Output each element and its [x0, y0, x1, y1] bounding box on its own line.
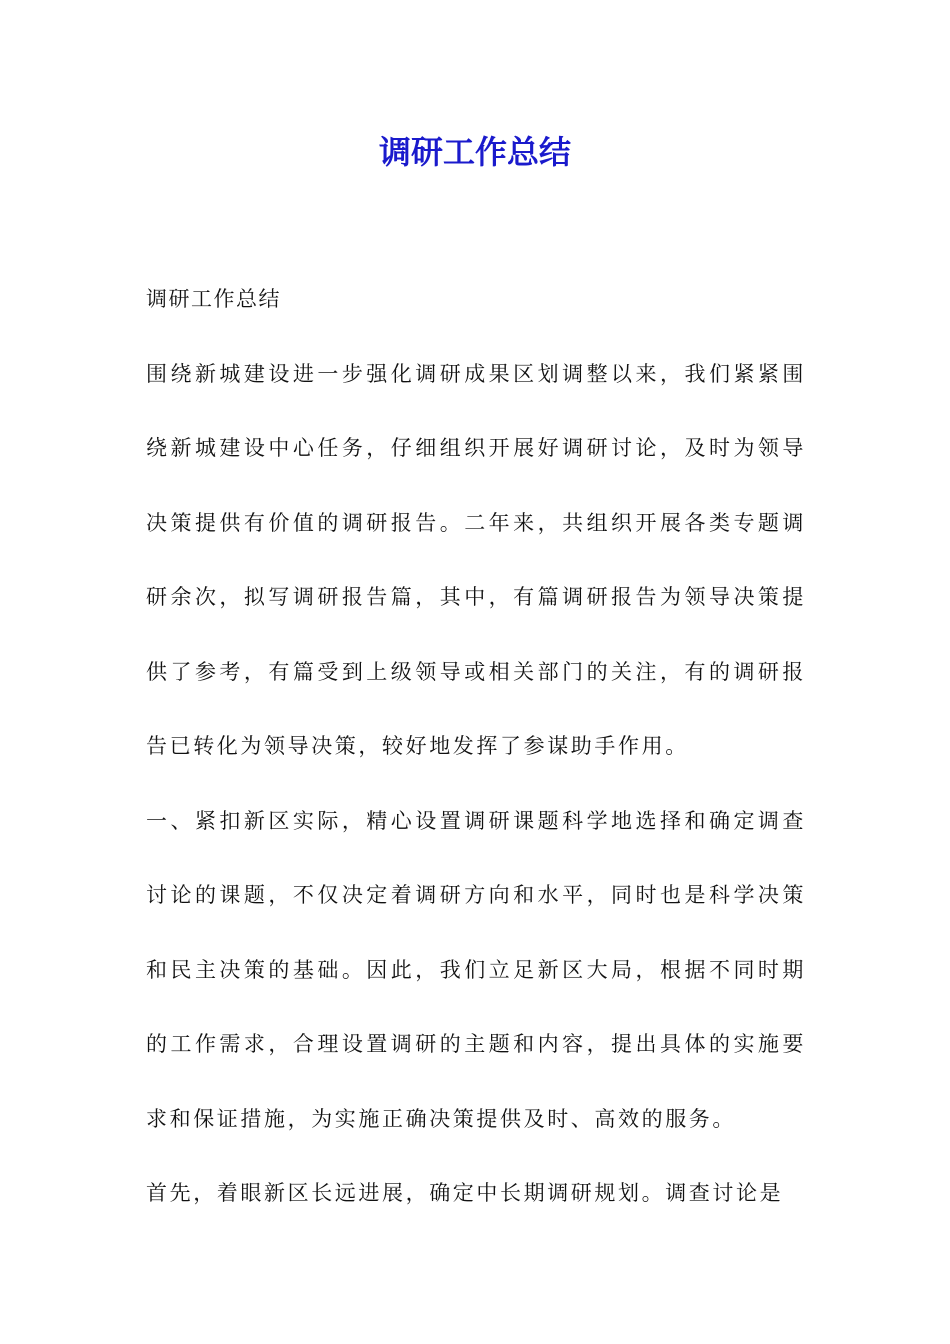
- paragraph-section-one: 一、紧扣新区实际，精心设置调研课题科学地选择和确定调查讨论的课题，不仅决定着调研方向和水平，同时也是科学决策和民主决策的基础。因此，我们立足新区大局，根据不同时期的工作需求，合理设置调研的主题和内容，提出具体的实施要求和保证措施，为实施正确决策提供及时、高效的服务。: [146, 808, 806, 1131]
- document-title: 调研工作总结: [378, 133, 571, 171]
- paragraph-first-point: 首先，着眼新区长远进展，确定中长期调研规划。调查讨论是: [146, 1181, 784, 1205]
- document-body: [146, 262, 806, 1231]
- paragraph-intro: 围绕新城建设进一步强化调研成果区划调整以来，我们紧紧围绕新城建设中心任务，仔细组织开展好调研讨论，及时为领导决策提供有价值的调研报告。二年来，共组织开展各类专题调研余次，拟写调研报告篇，其中，有篇调研报告为领导决策提供了参考，有篇受到上级领导或相关部门的关注，有的调研报告已转化为领导决策，较好地发挥了参谋助手作用。: [146, 361, 806, 758]
- paragraph-subtitle: 调研工作总结: [146, 287, 281, 311]
